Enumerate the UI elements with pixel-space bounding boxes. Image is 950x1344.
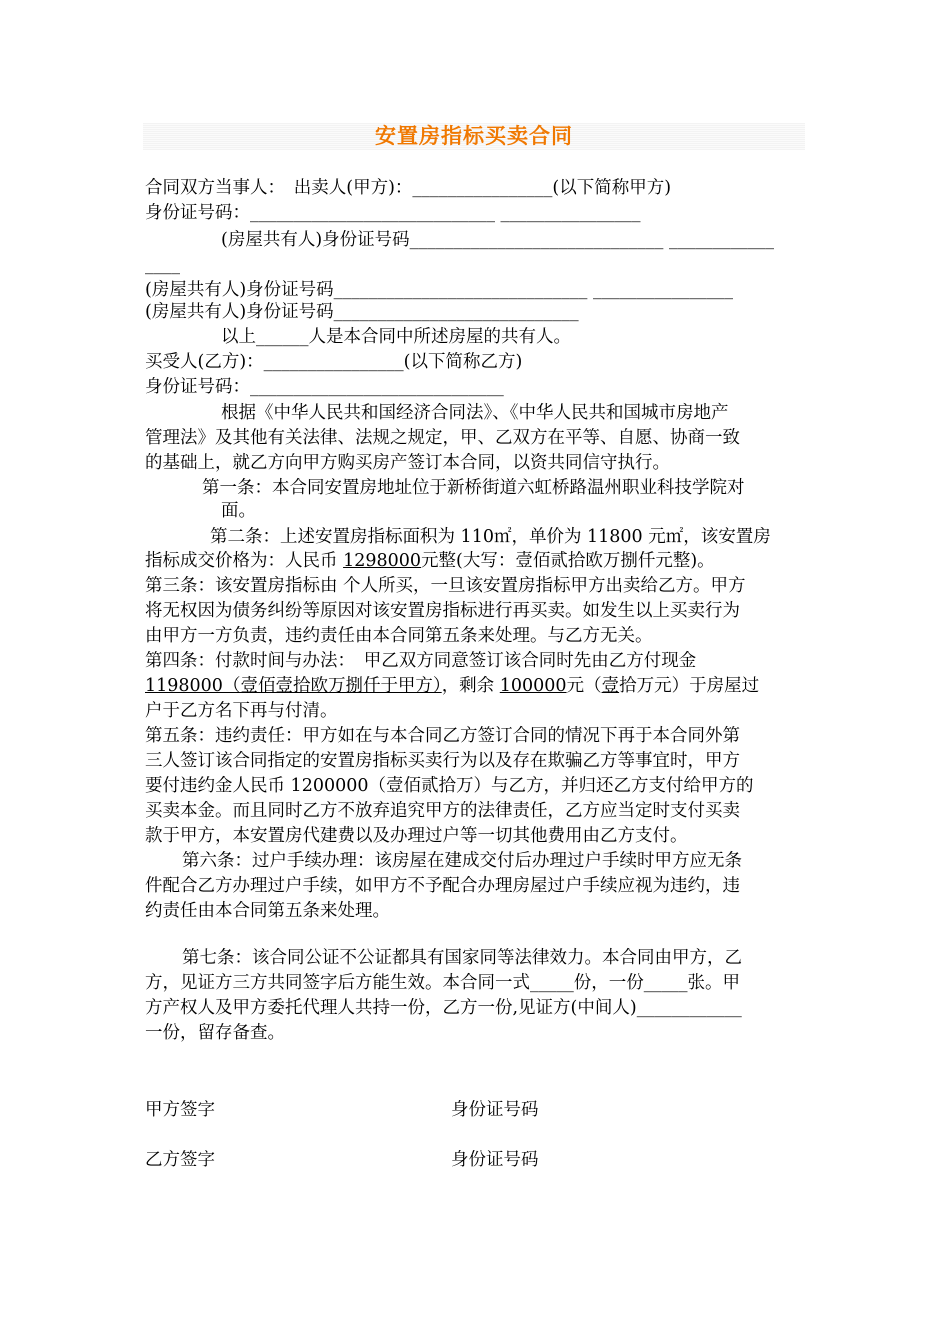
article-7-line-1: 第七条：该合同公证不公证都具有国家同等法律效力。本合同由甲方，乙: [182, 948, 742, 968]
article-6-line-2: 件配合乙方办理过户手续，如甲方不予配合办理房屋过户手续应视为违约，违: [145, 876, 740, 896]
co-owner-id-line-1-cont: ____: [145, 255, 180, 275]
article-5-line-4: 买卖本金。而且同时乙方不放弃追究甲方的法律责任，乙方应当定时支付买卖: [145, 801, 740, 821]
preamble-line-2: 管理法》及其他有关法律、法规之规定，甲、乙双方在平等、自愿、协商一致: [145, 428, 740, 448]
article-2-line-1: 第二条：上述安置房指标面积为 110㎡，单价为 11800 元㎡，该安置房: [210, 527, 771, 547]
co-owners-count-line: 以上______人是本合同中所述房屋的共有人。: [221, 327, 571, 347]
co-owner-id-line-2: (房屋共有人)身份证号码_____________________________ ________________: [145, 280, 733, 300]
article-7-line-2: 方，见证方三方共同签字后方能生效。本合同一式_____份，一份_____张。甲: [145, 973, 740, 993]
article-4-remaining-label: ，剩余: [441, 676, 500, 696]
article-4-line-1: 第四条：付款时间与办法： 甲乙双方同意签订该合同时先由乙方付现金: [145, 651, 697, 671]
co-owner-id-line-3: (房屋共有人)身份证号码____________________________: [145, 302, 579, 322]
co-owner-id-line-1: (房屋共有人)身份证号码_____________________________ ____________: [221, 230, 774, 250]
party-b-id-label: 身份证号码: [451, 1150, 539, 1170]
article-2-price-prefix: 指标成交价格为：人民币: [145, 551, 344, 571]
article-6-line-3: 约责任由本合同第五条来处理。: [145, 901, 390, 921]
article-4-unit: 元（: [566, 676, 602, 696]
title-bar: [143, 123, 805, 150]
article-4-cash-amount: 1198000（壹佰壹拾欧万捌仟于甲方）: [145, 676, 442, 696]
article-5-line-1: 第五条：违约责任：甲方如在与本合同乙方签订合同的情况下再于本合同外第: [145, 726, 740, 746]
article-6-line-1: 第六条：过户手续办理：该房屋在建成交付后办理过户手续时甲方应无条: [182, 851, 742, 871]
article-7-line-4: 一份，留存备查。: [145, 1023, 285, 1043]
article-4-line-2: [145, 674, 759, 698]
article-3-line-2: 将无权因为债务纠纷等原因对该安置房指标进行再买卖。如发生以上买卖行为: [145, 601, 740, 621]
party-b-signature-label: 乙方签字: [145, 1150, 215, 1170]
article-1-line-1: 第一条：本合同安置房地址位于新桥街道六虹桥路温州职业科技学院对: [202, 478, 745, 498]
article-4-remaining-capital: 壹: [601, 676, 620, 696]
buyer-id-line: 身份证号码：_____________________________: [145, 377, 504, 397]
article-5-line-2: 三人签订该合同指定的安置房指标买卖行为以及存在欺骗乙方等事宜时，甲方: [145, 751, 740, 771]
article-4-line-3: 户于乙方名下再与付清。: [145, 701, 338, 721]
preamble-line-1: 根据《中华人民共和国经济合同法》、《中华人民共和国城市房地产: [221, 403, 729, 423]
seller-id-line: 身份证号码：____________________________ ________________: [145, 203, 641, 223]
article-2-price-suffix: 元整(大写：壹佰贰拾欧万捌仟元整)。: [421, 551, 715, 571]
buyer-line: 买受人(乙方)：________________(以下简称乙方): [145, 352, 523, 372]
party-a-signature-label: 甲方签字: [145, 1100, 215, 1120]
party-a-id-label: 身份证号码: [451, 1100, 539, 1120]
article-4-remaining-amount: 100000: [499, 676, 567, 696]
document-title: 安置房指标买卖合同: [375, 124, 573, 148]
article-4-tail: 拾万元）于房屋过: [619, 676, 760, 696]
article-3-line-1: 第三条：该安置房指标由 个人所买，一旦该安置房指标甲方出卖给乙方。甲方: [145, 576, 746, 596]
parties-intro-line: 合同双方当事人： 出卖人(甲方)：________________(以下简称甲方): [145, 178, 672, 198]
article-1-line-2: 面。: [221, 501, 256, 521]
article-2-line-2: [145, 549, 715, 573]
article-3-line-3: 由甲方一方负责，违约责任由本合同第五条来处理。与乙方无关。: [145, 626, 653, 646]
article-7-line-3: 方产权人及甲方委托代理人共持一份，乙方一份,见证方(中间人)____________: [145, 998, 742, 1018]
article-2-price-amount: 1298000: [343, 551, 422, 571]
article-5-line-5: 款于甲方，本安置房代建费以及办理过户等一切其他费用由乙方支付。: [145, 826, 688, 846]
article-5-line-3: 要付违约金人民币 1200000（壹佰贰拾万）与乙方，并归还乙方支付给甲方的: [145, 776, 754, 796]
preamble-line-3: 的基础上，就乙方向甲方购买房产签订本合同，以资共同信守执行。: [145, 453, 670, 473]
